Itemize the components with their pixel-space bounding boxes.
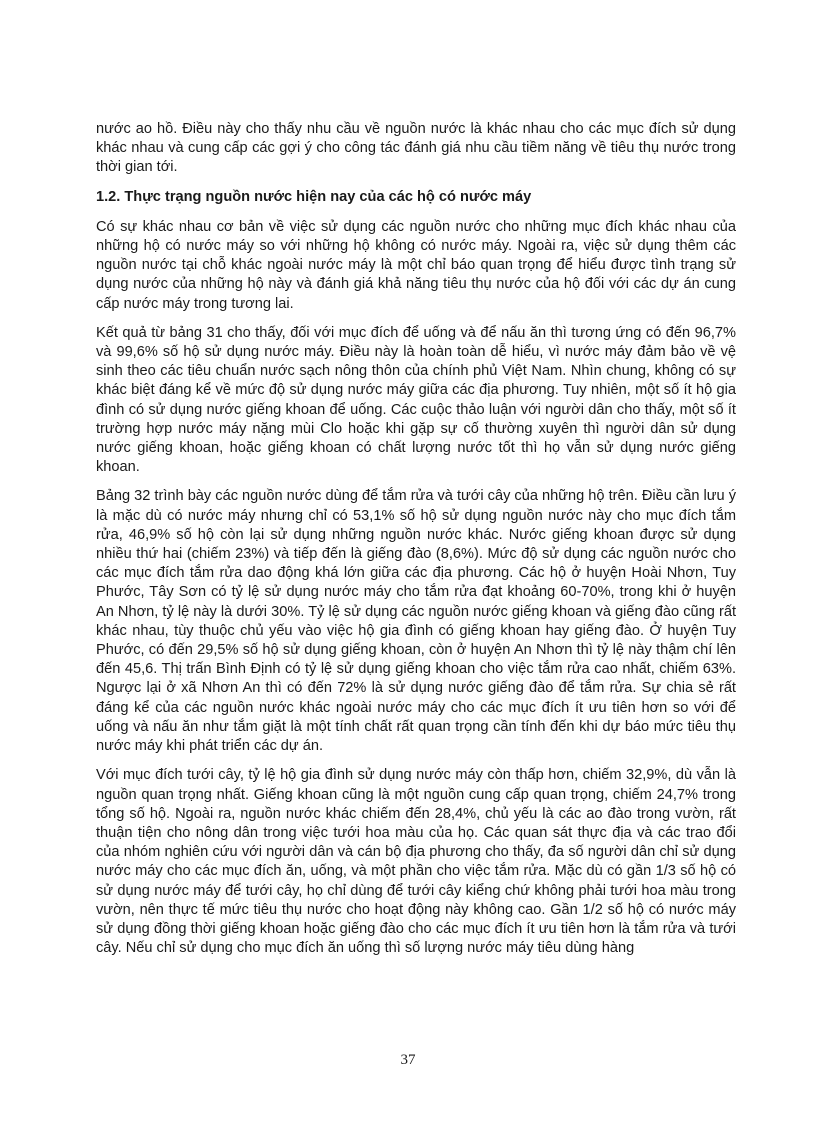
paragraph-irrigation: Với mục đích tưới cây, tỷ lệ hộ gia đình sử dụng nước máy còn thấp hơn, chiếm 32,9%, dù vẫn là nguồn quan trọng nhất. Giếng khoan cũng là một nguồn cung cấp quan trọng, chiếm 24,7% trong tổng số hộ. Ngoài ra, nguồn nước khác chiếm đến 28,4%, chủ yếu là các ao đào trong vườn, rất thuận tiện cho nông dân trong việc tưới hoa màu của họ. Các quan sát thực địa và các trao đổi của nhóm nghiên cứu với người dân và cán bộ địa phương cho thấy, đa số người dân chỉ sử dụng nước máy cho các mục đích ăn, uống, và một phần cho việc tắm rửa. Mặc dù có gần 1/3 số hộ có sử dụng nước máy để tưới cây, họ chỉ dùng để tưới cây kiểng chứ không phải tưới hoa màu trong vườn, nên thực tế mức tiêu thụ nước cho hoạt động này không cao. Gần 1/2 số hộ có nước máy sử dụng đồng thời giếng khoan hoặc giếng đào cho các mục đích ít ưu tiên hơn là tắm rửa và tưới cây. Nếu chỉ sử dụng cho mục đích ăn uống thì số lượng nước máy tiêu dùng hàng (96, 767, 736, 957)
paragraph-intro-continuation: nước ao hồ. Điều này cho thấy nhu cầu về nguồn nước là khác nhau cho các mục đích sử dụng khác nhau và cung cấp các gợi ý cho công tác đánh giá nhu cầu tiềm năng về tiêu thụ nước trong thời gian tới. (96, 121, 736, 176)
paragraph-table-31: Kết quả từ bảng 31 cho thấy, đối với mục đích để uống và để nấu ăn thì tương ứng có đến 96,7% và 99,6% số hộ sử dụng nước máy. Điều này là hoàn toàn dễ hiểu, vì nước máy đảm bảo về vệ sinh theo các tiêu chuẩn nước sạch nông thôn của chính phủ Việt Nam. Nhìn chung, không có sự khác biệt đáng kể về mức độ sử dụng nước máy giữa các địa phương. Tuy nhiên, một số ít hộ gia đình có sử dụng nước giếng khoan để uống. Các cuộc thảo luận với người dân cho thấy, một số ít trường hợp nước máy nặng mùi Clo hoặc khi gặp sự cố thường xuyên thì người dân sử dụng nước giếng khoan, hoặc giếng khoan có chất lượng nước tốt thì họ vẫn sử dụng nước giếng khoan. (96, 324, 736, 476)
paragraph-table-32: Bảng 32 trình bày các nguồn nước dùng để tắm rửa và tưới cây của những hộ trên. Điều cần lưu ý là mặc dù có nước máy nhưng chỉ có 53,1% số hộ sử dụng nguồn nước này cho mục đích tắm rửa, 46,9% số hộ còn lại sử dụng những nguồn nước khác. Nước giếng khoan được sử dụng nhiều thứ hai (chiếm 23%) và tiếp đến là giếng đào (8,6%). Mức độ sử dụng các nguồn nước cho các mục đích tắm rửa dao động khá lớn giữa các địa phương. Các hộ ở huyện Hoài Nhơn, Tuy Phước, Tây Sơn có tỷ lệ sử dụng nước máy cho tắm rửa đạt khoảng 60-70%, trong khi ở huyện An Nhơn, tỷ lệ này là dưới 30%. Tỷ lệ sử dụng các nguồn nước giếng khoan và giếng đào cũng rất khác nhau, tùy thuộc chủ yếu vào việc hộ gia đình có giếng khoan hay giếng đào. Ở huyện Tuy Phước, có đến 29,5% số hộ sử dụng giếng khoan, còn ở huyện An Nhơn thì tỷ lệ này thậm chí lên đến 45,6. Thị trấn Bình Định có tỷ lệ sử dụng giếng khoan cho việc tắm rửa cao nhất, chiếm 63%. Ngược lại ở xã Nhơn An thì có đến 72% là sử dụng nước giếng đào để tắm rửa. Sự chia sẻ rất đáng kể của các nguồn nước khác ngoài nước máy cho các mục đích ít ưu tiên hơn so với để uống và nấu ăn như tắm giặt là một tính chất rất quan trọng cần tính đến khi dự báo mức tiêu thụ nước máy khi phát triển các dự án. (96, 488, 736, 755)
document-body (96, 120, 736, 968)
page-number: 37 (400, 1052, 416, 1068)
paragraph-overview: Có sự khác nhau cơ bản về việc sử dụng các nguồn nước cho những mục đích khác nhau của những hộ có nước máy so với những hộ không có nước máy. Ngoài ra, việc sử dụng thêm các nguồn nước tại chỗ khác ngoài nước máy là một chỉ báo quan trọng để hiểu được tình trạng sử dụng nước của những hộ này và đánh giá khả năng tiêu thụ nước của hộ đối với các dự án cung cấp nước máy trong tương lai. (96, 218, 736, 312)
section-heading: 1.2. Thực trạng nguồn nước hiện nay của các hộ có nước máy (96, 188, 532, 205)
